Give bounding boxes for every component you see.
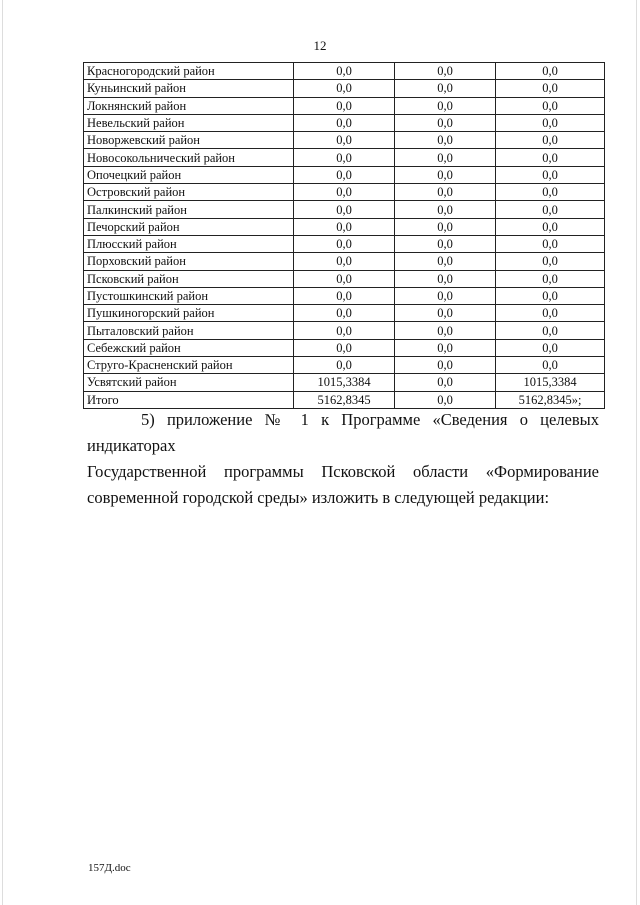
value-cell: 0,0 — [395, 97, 496, 114]
table-row — [84, 235, 605, 252]
table-row — [84, 218, 605, 235]
value-cell: 0,0 — [496, 80, 605, 97]
value-cell: 0,0 — [395, 80, 496, 97]
value-cell: 0,0 — [395, 339, 496, 356]
paragraph-line: 5) приложение № 1 к Программе «Сведения о целевых индикаторах — [87, 410, 599, 455]
value-cell: 0,0 — [294, 305, 395, 322]
value-cell: 0,0 — [294, 218, 395, 235]
value-cell: 0,0 — [294, 149, 395, 166]
table-row — [84, 374, 605, 391]
scan-edge-left — [2, 0, 3, 905]
value-cell: 0,0 — [395, 184, 496, 201]
value-cell: 0,0 — [294, 339, 395, 356]
value-cell: 0,0 — [395, 218, 496, 235]
value-cell: 0,0 — [395, 322, 496, 339]
value-cell: 0,0 — [294, 132, 395, 149]
value-cell: 0,0 — [395, 253, 496, 270]
value-cell: 0,0 — [395, 305, 496, 322]
value-cell: 0,0 — [395, 374, 496, 391]
value-cell: 0,0 — [294, 322, 395, 339]
district-name-cell: Красногородский район — [84, 63, 294, 80]
table-row — [84, 63, 605, 80]
value-cell: 0,0 — [395, 63, 496, 80]
value-cell: 5162,8345»; — [496, 391, 605, 408]
value-cell: 0,0 — [395, 287, 496, 304]
value-cell: 0,0 — [294, 114, 395, 131]
district-name-cell: Пыталовский район — [84, 322, 294, 339]
district-name-cell: Струго-Красненский район — [84, 357, 294, 374]
table-row — [84, 339, 605, 356]
value-cell: 0,0 — [294, 97, 395, 114]
district-name-cell: Итого — [84, 391, 294, 408]
value-cell: 0,0 — [294, 80, 395, 97]
table-row — [84, 114, 605, 131]
table-row — [84, 253, 605, 270]
value-cell: 0,0 — [395, 391, 496, 408]
value-cell: 0,0 — [395, 114, 496, 131]
district-name-cell: Печорский район — [84, 218, 294, 235]
district-name-cell: Опочецкий район — [84, 166, 294, 183]
value-cell: 0,0 — [496, 253, 605, 270]
district-name-cell: Усвятский район — [84, 374, 294, 391]
value-cell: 0,0 — [294, 253, 395, 270]
table-row — [84, 391, 605, 408]
value-cell: 0,0 — [294, 287, 395, 304]
value-cell: 0,0 — [496, 235, 605, 252]
value-cell: 0,0 — [294, 235, 395, 252]
value-cell: 0,0 — [395, 201, 496, 218]
value-cell: 0,0 — [395, 357, 496, 374]
value-cell: 0,0 — [294, 357, 395, 374]
table-row — [84, 357, 605, 374]
value-cell: 0,0 — [496, 114, 605, 131]
table-row — [84, 201, 605, 218]
table-body — [84, 63, 605, 409]
value-cell: 0,0 — [496, 339, 605, 356]
table-row — [84, 322, 605, 339]
value-cell: 0,0 — [496, 322, 605, 339]
table-row — [84, 305, 605, 322]
table-row — [84, 132, 605, 149]
value-cell: 0,0 — [496, 270, 605, 287]
table-row — [84, 270, 605, 287]
amendment-paragraph — [87, 407, 599, 511]
district-name-cell: Порховский район — [84, 253, 294, 270]
value-cell: 0,0 — [294, 63, 395, 80]
district-name-cell: Островский район — [84, 184, 294, 201]
table-row — [84, 97, 605, 114]
district-name-cell: Невельский район — [84, 114, 294, 131]
value-cell: 0,0 — [496, 287, 605, 304]
value-cell: 0,0 — [395, 235, 496, 252]
value-cell: 0,0 — [496, 63, 605, 80]
table-row — [84, 287, 605, 304]
district-name-cell: Куньинский район — [84, 80, 294, 97]
value-cell: 0,0 — [496, 184, 605, 201]
value-cell: 0,0 — [294, 184, 395, 201]
district-name-cell: Пушкиногорский район — [84, 305, 294, 322]
paragraph-line: современной городской среды» изложить в следующей редакции: — [87, 488, 550, 507]
district-name-cell: Новоржевский район — [84, 132, 294, 149]
value-cell: 0,0 — [395, 270, 496, 287]
table-row — [84, 149, 605, 166]
scan-edge-right — [636, 0, 637, 905]
value-cell: 0,0 — [496, 305, 605, 322]
value-cell: 0,0 — [496, 218, 605, 235]
table-row — [84, 80, 605, 97]
value-cell: 0,0 — [496, 166, 605, 183]
value-cell: 5162,8345 — [294, 391, 395, 408]
district-name-cell: Палкинский район — [84, 201, 294, 218]
district-name-cell: Новосокольнический район — [84, 149, 294, 166]
value-cell: 0,0 — [294, 201, 395, 218]
value-cell: 0,0 — [294, 270, 395, 287]
district-funding-table — [83, 62, 605, 409]
table-row — [84, 166, 605, 183]
value-cell: 1015,3384 — [496, 374, 605, 391]
district-name-cell: Плюсский район — [84, 235, 294, 252]
value-cell: 0,0 — [395, 132, 496, 149]
value-cell: 1015,3384 — [294, 374, 395, 391]
value-cell: 0,0 — [395, 149, 496, 166]
value-cell: 0,0 — [496, 357, 605, 374]
value-cell: 0,0 — [496, 149, 605, 166]
value-cell: 0,0 — [395, 166, 496, 183]
paragraph-line: Государственной программы Псковской области «Формирование — [87, 462, 599, 481]
value-cell: 0,0 — [294, 166, 395, 183]
value-cell: 0,0 — [496, 201, 605, 218]
value-cell: 0,0 — [496, 132, 605, 149]
value-cell: 0,0 — [496, 97, 605, 114]
footer-file-name: 157Д.doc — [88, 862, 131, 874]
district-name-cell: Пустошкинский район — [84, 287, 294, 304]
district-name-cell: Псковский район — [84, 270, 294, 287]
table-row — [84, 184, 605, 201]
district-name-cell: Локнянский район — [84, 97, 294, 114]
district-name-cell: Себежский район — [84, 339, 294, 356]
page-number: 12 — [313, 38, 327, 53]
